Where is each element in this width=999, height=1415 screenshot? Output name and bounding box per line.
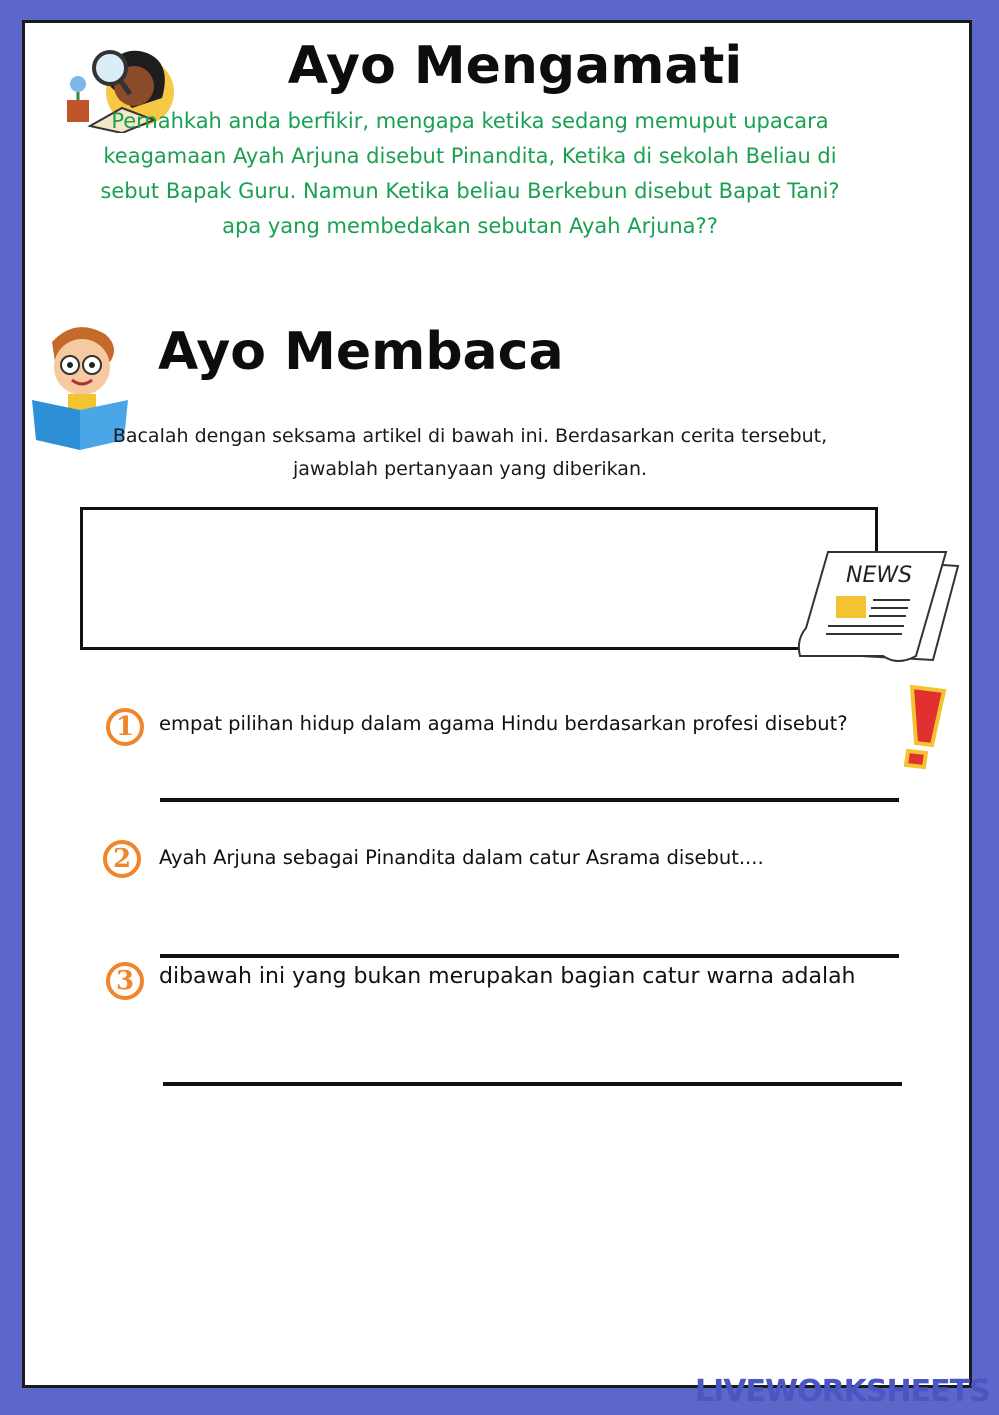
section-title-read: Ayo Membaca	[158, 322, 564, 382]
question-text: dibawah ini yang bukan merupakan bagian catur warna adalah	[159, 964, 856, 989]
paragraph-line: Pernahkah anda berfikir, mengapa ketika sedang memuput upacara	[111, 109, 829, 133]
question-number-badge: 1	[106, 708, 144, 746]
paragraph-line: apa yang membedakan sebutan Ayah Arjuna??	[222, 214, 718, 238]
liveworksheets-watermark: LIVEWORKSHEETS	[695, 1374, 990, 1409]
instruction-line: jawablah pertanyaan yang diberikan.	[292, 458, 648, 480]
question-number-badge: 3	[106, 962, 144, 1000]
question-text: empat pilihan hidup dalam agama Hindu berdasarkan profesi disebut?	[159, 712, 848, 735]
observe-paragraph	[60, 104, 880, 244]
paragraph-line: sebut Bapak Guru. Namun Ketika beliau Berkebun disebut Bapat Tani?	[100, 179, 840, 203]
read-instruction	[60, 420, 880, 486]
question-text: Ayah Arjuna sebagai Pinandita dalam catur Asrama disebut....	[159, 846, 764, 869]
answer-line-2[interactable]	[160, 954, 899, 958]
paragraph-line: keagamaan Ayah Arjuna disebut Pinandita, Ketika di sekolah Beliau di	[103, 144, 837, 168]
answer-line-3[interactable]	[163, 1082, 902, 1086]
instruction-line: Bacalah dengan seksama artikel di bawah ini. Berdasarkan cerita tersebut,	[112, 425, 828, 447]
question-number-badge: 2	[103, 840, 141, 878]
section-title-observe: Ayo Mengamati	[287, 36, 743, 96]
newspaper-icon	[798, 548, 963, 668]
answer-line-1[interactable]	[160, 798, 899, 802]
news-label: NEWS	[846, 563, 913, 588]
news-article-box	[80, 507, 878, 650]
exclamation-icon	[898, 683, 948, 771]
